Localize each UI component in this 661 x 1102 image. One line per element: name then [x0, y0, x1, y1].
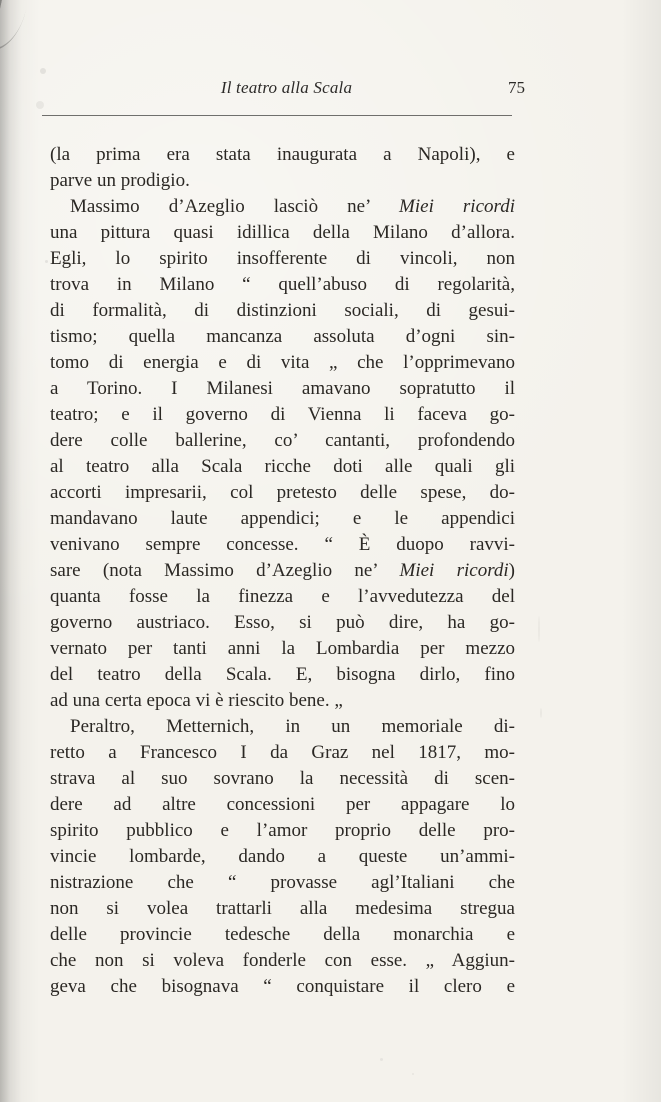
text-line — [50, 766, 515, 792]
text-line — [50, 610, 515, 636]
text-line — [50, 454, 515, 480]
text-line — [50, 636, 515, 662]
text-span: dere colle ballerine, co’ cantanti, profondendo — [50, 430, 515, 451]
text-span: una pittura quasi idillica della Milano d’allora. — [50, 222, 515, 243]
text-span: non si volea trattarli alla medesima stregua — [50, 898, 515, 919]
text-span: spirito pubblico e l’amor proprio delle pro- — [50, 820, 515, 841]
text-line — [50, 324, 515, 350]
text-line — [50, 922, 515, 948]
text-span: vincie lombarde, dando a queste un’ammi- — [50, 846, 515, 867]
page-number: 75 — [508, 78, 525, 97]
text-span: quanta fosse la finezza e l’avvedutezza del — [50, 586, 515, 607]
text-line — [50, 974, 515, 1000]
text-span: di formalità, di distinzioni sociali, di gesui- — [50, 300, 515, 321]
paper-speck — [540, 708, 542, 718]
text-line — [50, 844, 515, 870]
header-rule — [42, 115, 512, 116]
text-line — [50, 948, 515, 974]
text-span: vernato per tanti anni la Lombardia per mezzo — [50, 638, 515, 659]
text-line — [50, 532, 515, 558]
text-span: trova in Milano “ quell’abuso di regolarità, — [50, 274, 515, 295]
text-span: geva che bisognava “ conquistare il clero e — [50, 976, 515, 997]
text-span: dere ad altre concessioni per appagare lo — [50, 794, 515, 815]
text-line — [50, 246, 515, 272]
text-line — [50, 220, 515, 246]
text-span: mandavano laute appendici; e le appendici — [50, 508, 515, 529]
italic-title: Miei ricordi — [399, 196, 515, 217]
text-span: sare (nota Massimo d’Azeglio ne’ — [50, 560, 400, 581]
text-line — [50, 896, 515, 922]
text-span: che non si voleva fonderle con esse. „ Aggiun- — [50, 950, 515, 971]
text-span: ad una certa epoca vi è riescito bene. „ — [50, 690, 343, 711]
text-line — [50, 480, 515, 506]
paper-speck — [412, 1073, 414, 1075]
text-span: ) — [508, 560, 515, 581]
text-span: venivano sempre concesse. “ È duopo ravvi- — [50, 534, 515, 555]
text-span: Egli, lo spirito insofferente di vincoli, non — [50, 248, 515, 269]
body-text — [50, 142, 515, 1000]
text-span: al teatro alla Scala ricche doti alle quali gli — [50, 456, 515, 477]
text-line — [50, 740, 515, 766]
text-span: (la prima era stata inaugurata a Napoli), e — [50, 144, 515, 165]
paper-speck — [380, 1058, 383, 1061]
text-line — [50, 194, 515, 220]
paper-speck — [36, 101, 44, 109]
text-line — [50, 558, 515, 584]
text-line — [50, 298, 515, 324]
text-span: Massimo d’Azeglio lasciò ne’ — [70, 196, 400, 217]
paper-speck — [538, 616, 540, 642]
text-span: del teatro della Scala. E, bisogna dirlo, fino — [50, 664, 515, 685]
text-span: accorti impresarii, col pretesto delle spese, do- — [50, 482, 515, 503]
text-span: governo austriaco. Esso, si può dire, ha go- — [50, 612, 515, 633]
text-line — [50, 688, 515, 714]
text-span: teatro; e il governo di Vienna li faceva go- — [50, 404, 515, 425]
text-line — [50, 792, 515, 818]
text-span: nistrazione che “ provasse agl’Italiani che — [50, 872, 515, 893]
text-line — [50, 584, 515, 610]
text-span: a Torino. I Milanesi amavano sopratutto il — [50, 378, 515, 399]
text-span: tomo di energia e di vita „ che l’opprimevano — [50, 352, 515, 373]
text-line — [50, 272, 515, 298]
text-line — [50, 350, 515, 376]
text-line — [50, 402, 515, 428]
binding-shadow — [0, 0, 22, 1102]
text-line — [50, 662, 515, 688]
text-span: retto a Francesco I da Graz nel 1817, mo- — [50, 742, 515, 763]
text-line — [50, 870, 515, 896]
running-header — [48, 78, 525, 104]
text-line — [50, 818, 515, 844]
italic-title: Miei ricordi — [399, 560, 509, 581]
text-line — [50, 428, 515, 454]
text-span: tismo; quella mancanza assoluta d’ogni sin- — [50, 326, 515, 347]
paper-speck — [45, 260, 48, 263]
text-span: parve un prodigio. — [50, 170, 190, 191]
text-span: delle provincie tedesche della monarchia e — [50, 924, 515, 945]
paper-speck — [40, 68, 46, 74]
text-span: Peraltro, Metternich, in un memoriale di- — [70, 716, 515, 737]
text-span: strava al suo sovrano la necessità di scen- — [50, 768, 515, 789]
text-line — [50, 168, 515, 194]
running-title: Il teatro alla Scala — [220, 78, 353, 97]
text-line — [50, 376, 515, 402]
text-line — [50, 506, 515, 532]
text-line — [50, 714, 515, 740]
text-line — [50, 142, 515, 168]
